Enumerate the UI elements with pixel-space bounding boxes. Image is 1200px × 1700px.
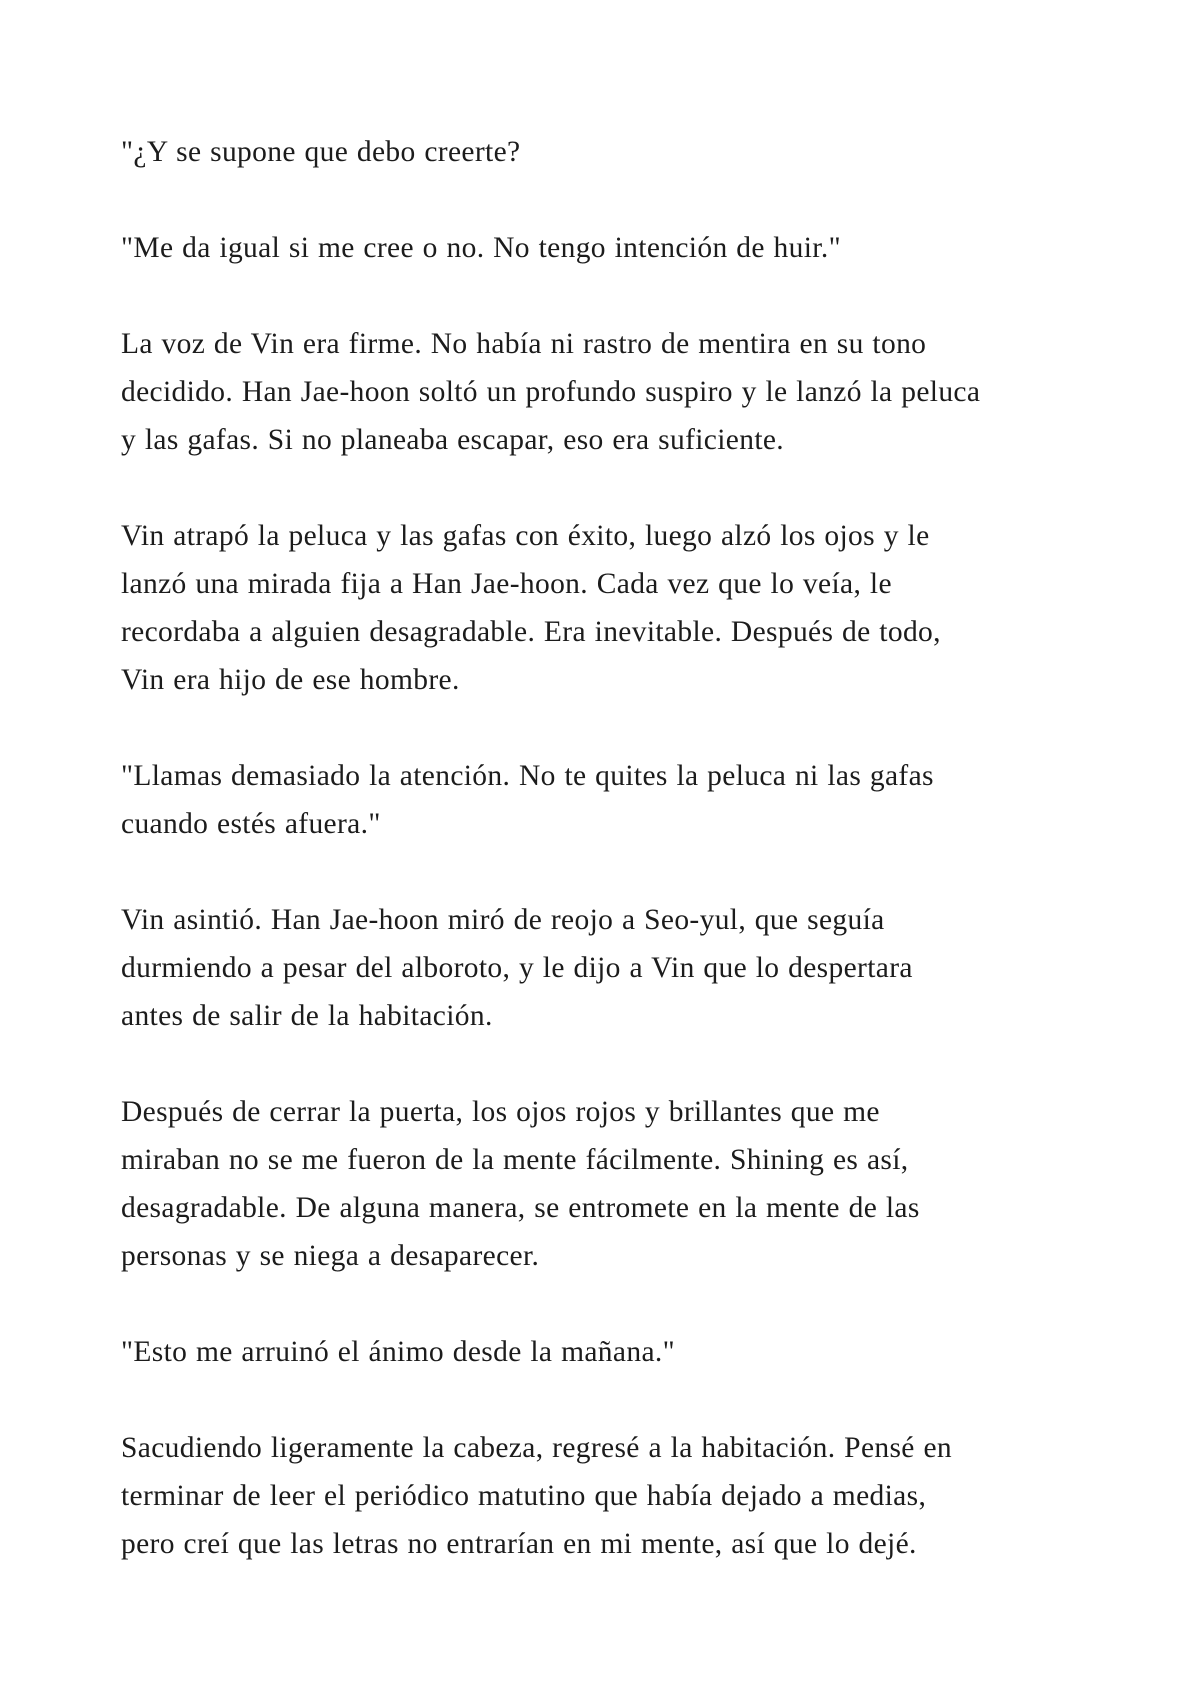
text-line: pero creí que las letras no entrarían en mi mente, así que lo dejé.	[121, 1528, 917, 1560]
text-line: Vin atrapó la peluca y las gafas con éxito, luego alzó los ojos y le	[121, 520, 930, 552]
paragraph	[121, 1088, 1090, 1280]
text-line: antes de salir de la habitación.	[121, 1000, 493, 1032]
text-line: desagradable. De alguna manera, se entromete en la mente de las	[121, 1192, 920, 1224]
text-line: terminar de leer el periódico matutino que había dejado a medias,	[121, 1480, 927, 1512]
text-line: "Me da igual si me cree o no. No tengo intención de huir."	[121, 232, 841, 264]
paragraph	[121, 320, 1090, 464]
text-line: Vin era hijo de ese hombre.	[121, 664, 460, 696]
paragraph	[121, 224, 1090, 272]
text-line: decidido. Han Jae-hoon soltó un profundo suspiro y le lanzó la peluca	[121, 376, 981, 408]
text-line: Después de cerrar la puerta, los ojos rojos y brillantes que me	[121, 1096, 880, 1128]
text-line: Vin asintió. Han Jae-hoon miró de reojo a Seo-yul, que seguía	[121, 904, 885, 936]
text-line: La voz de Vin era firme. No había ni rastro de mentira en su tono	[121, 328, 927, 360]
paragraph	[121, 896, 1090, 1040]
text-line: recordaba a alguien desagradable. Era inevitable. Después de todo,	[121, 616, 941, 648]
text-line: cuando estés afuera."	[121, 808, 381, 840]
text-line: "¿Y se supone que debo creerte?	[121, 136, 521, 168]
text-line: miraban no se me fueron de la mente fácilmente. Shining es así,	[121, 1144, 909, 1176]
text-line: y las gafas. Si no planeaba escapar, eso era suficiente.	[121, 424, 785, 456]
text-line: Sacudiendo ligeramente la cabeza, regresé a la habitación. Pensé en	[121, 1432, 953, 1464]
paragraph	[121, 512, 1090, 704]
paragraph	[121, 128, 1090, 176]
document-body	[121, 128, 1090, 1568]
paragraph	[121, 752, 1090, 848]
paragraph	[121, 1424, 1090, 1568]
text-line: durmiendo a pesar del alboroto, y le dijo a Vin que lo despertara	[121, 952, 913, 984]
paragraph	[121, 1328, 1090, 1376]
text-line: lanzó una mirada fija a Han Jae-hoon. Cada vez que lo veía, le	[121, 568, 892, 600]
text-line: "Llamas demasiado la atención. No te quites la peluca ni las gafas	[121, 760, 934, 792]
text-line: "Esto me arruinó el ánimo desde la mañana."	[121, 1336, 676, 1368]
text-line: personas y se niega a desaparecer.	[121, 1240, 540, 1272]
